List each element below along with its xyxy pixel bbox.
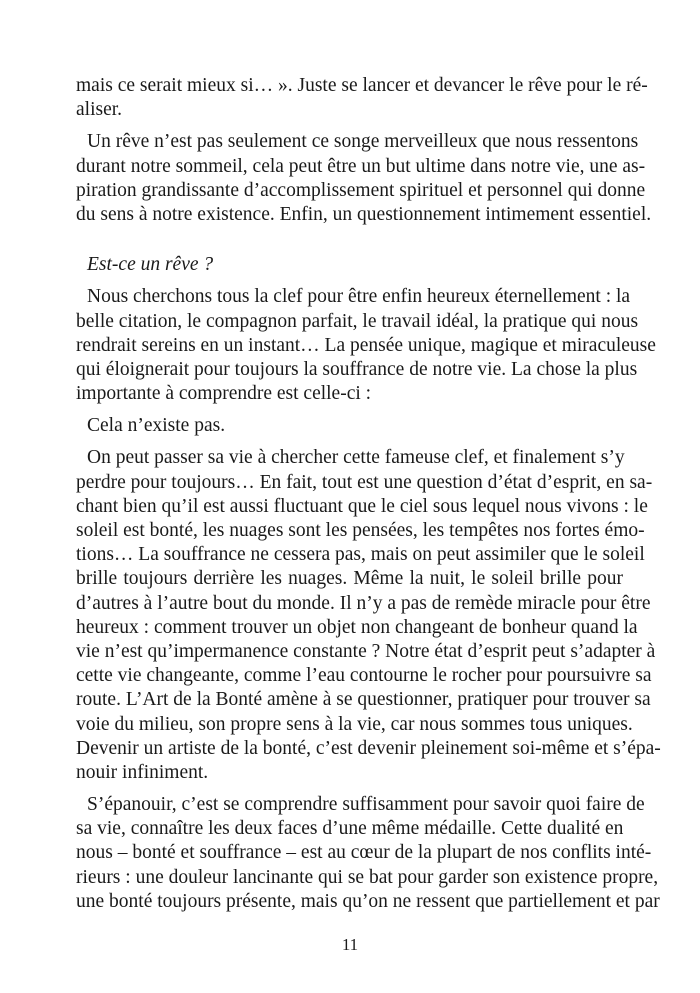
text-line: d’autres à l’autre bout du monde. Il n’y a pas de remède miracle pour être xyxy=(76,592,651,614)
text-line: heureux : comment trouver un objet non changeant de bonheur quand la xyxy=(76,616,638,638)
text-line: aliser. xyxy=(76,99,123,121)
page-body xyxy=(76,74,661,922)
text-line: On peut passer sa vie à chercher cette fameuse clef, et finalement s’y xyxy=(87,447,625,469)
paragraph xyxy=(76,285,656,406)
text-line: Cela n’existe pas. xyxy=(87,415,226,437)
text-line: voie du milieu, son propre sens à la vie, car nous sommes tous uniques. xyxy=(76,713,633,735)
text-line: qui éloignerait pour toujours la souffrance de notre vie. La chose la plus xyxy=(76,358,638,380)
text-line: Nous cherchons tous la clef pour être enfin heureux éternellement : la xyxy=(87,286,631,308)
text-line: mais ce serait mieux si… ». Juste se lancer et devancer le rêve pour le ré- xyxy=(76,75,648,96)
text-line: route. L’Art de la Bonté amène à se questionner, pratiquer pour trouver sa xyxy=(76,689,651,711)
text-line: piration grandissante d’accomplissement spirituel et personnel qui donne xyxy=(76,179,646,201)
text-line: nouir infiniment. xyxy=(76,761,209,783)
text-line: tions… La souffrance ne cessera pas, mais on peut assimiler que le soleil xyxy=(76,544,645,566)
text-line: rieurs : une douleur lancinante qui se bat pour garder son existence propre, xyxy=(76,866,659,888)
text-line: du sens à notre existence. Enfin, un questionnement intimement essentiel. xyxy=(76,203,652,225)
text-line: perdre pour toujours… En fait, tout est une question d’état d’esprit, en sa- xyxy=(76,471,653,493)
text-line: Devenir un artiste de la bonté, c’est devenir pleinement soi-même et s’épa- xyxy=(76,737,661,759)
page-number: 11 xyxy=(341,935,359,954)
text-line: sa vie, connaître les deux faces d’une même médaille. Cette dualité en xyxy=(76,818,624,840)
text-line: vie n’est qu’impermanence constante ? Notre état d’esprit peut s’adapter à xyxy=(76,640,656,662)
text-line: Un rêve n’est pas seulement ce songe merveilleux que nous ressentons xyxy=(87,131,639,153)
text-line: cette vie changeante, comme l’eau contourne le rocher pour poursuivre sa xyxy=(76,665,652,687)
text-line: une bonté toujours présente, mais qu’on ne ressent que partiellement et par xyxy=(76,890,660,912)
section-heading: Est-ce un rêve ? xyxy=(87,254,214,276)
text-line: chant bien qu’il est aussi fluctuant que le ciel sous lequel nous vivons : le xyxy=(76,495,648,517)
text-line: brille toujours derrière les nuages. Même la nuit, le soleil brille pour xyxy=(76,568,623,590)
text-line: importante à comprendre est celle-ci : xyxy=(76,383,372,405)
text-line: S’épanouir, c’est se comprendre suffisamment pour savoir quoi faire de xyxy=(87,794,645,816)
paragraph xyxy=(76,74,648,122)
text-line: belle citation, le compagnon parfait, le travail idéal, la pratique qui nous xyxy=(76,310,639,332)
paragraph xyxy=(76,446,661,785)
paragraph xyxy=(76,793,660,914)
text-line: durant notre sommeil, cela peut être un but ultime dans notre vie, une as- xyxy=(76,155,646,177)
text-line: rendrait sereins en un instant… La pensée unique, magique et miraculeuse xyxy=(76,334,656,356)
text-line: soleil est bonté, les nuages sont les pensées, les tempêtes nos fortes émo- xyxy=(76,520,645,541)
paragraph xyxy=(76,130,652,227)
paragraph xyxy=(76,414,623,438)
text-line: nous – bonté et souffrance – est au cœur de la plupart de nos conflits inté- xyxy=(76,842,652,864)
